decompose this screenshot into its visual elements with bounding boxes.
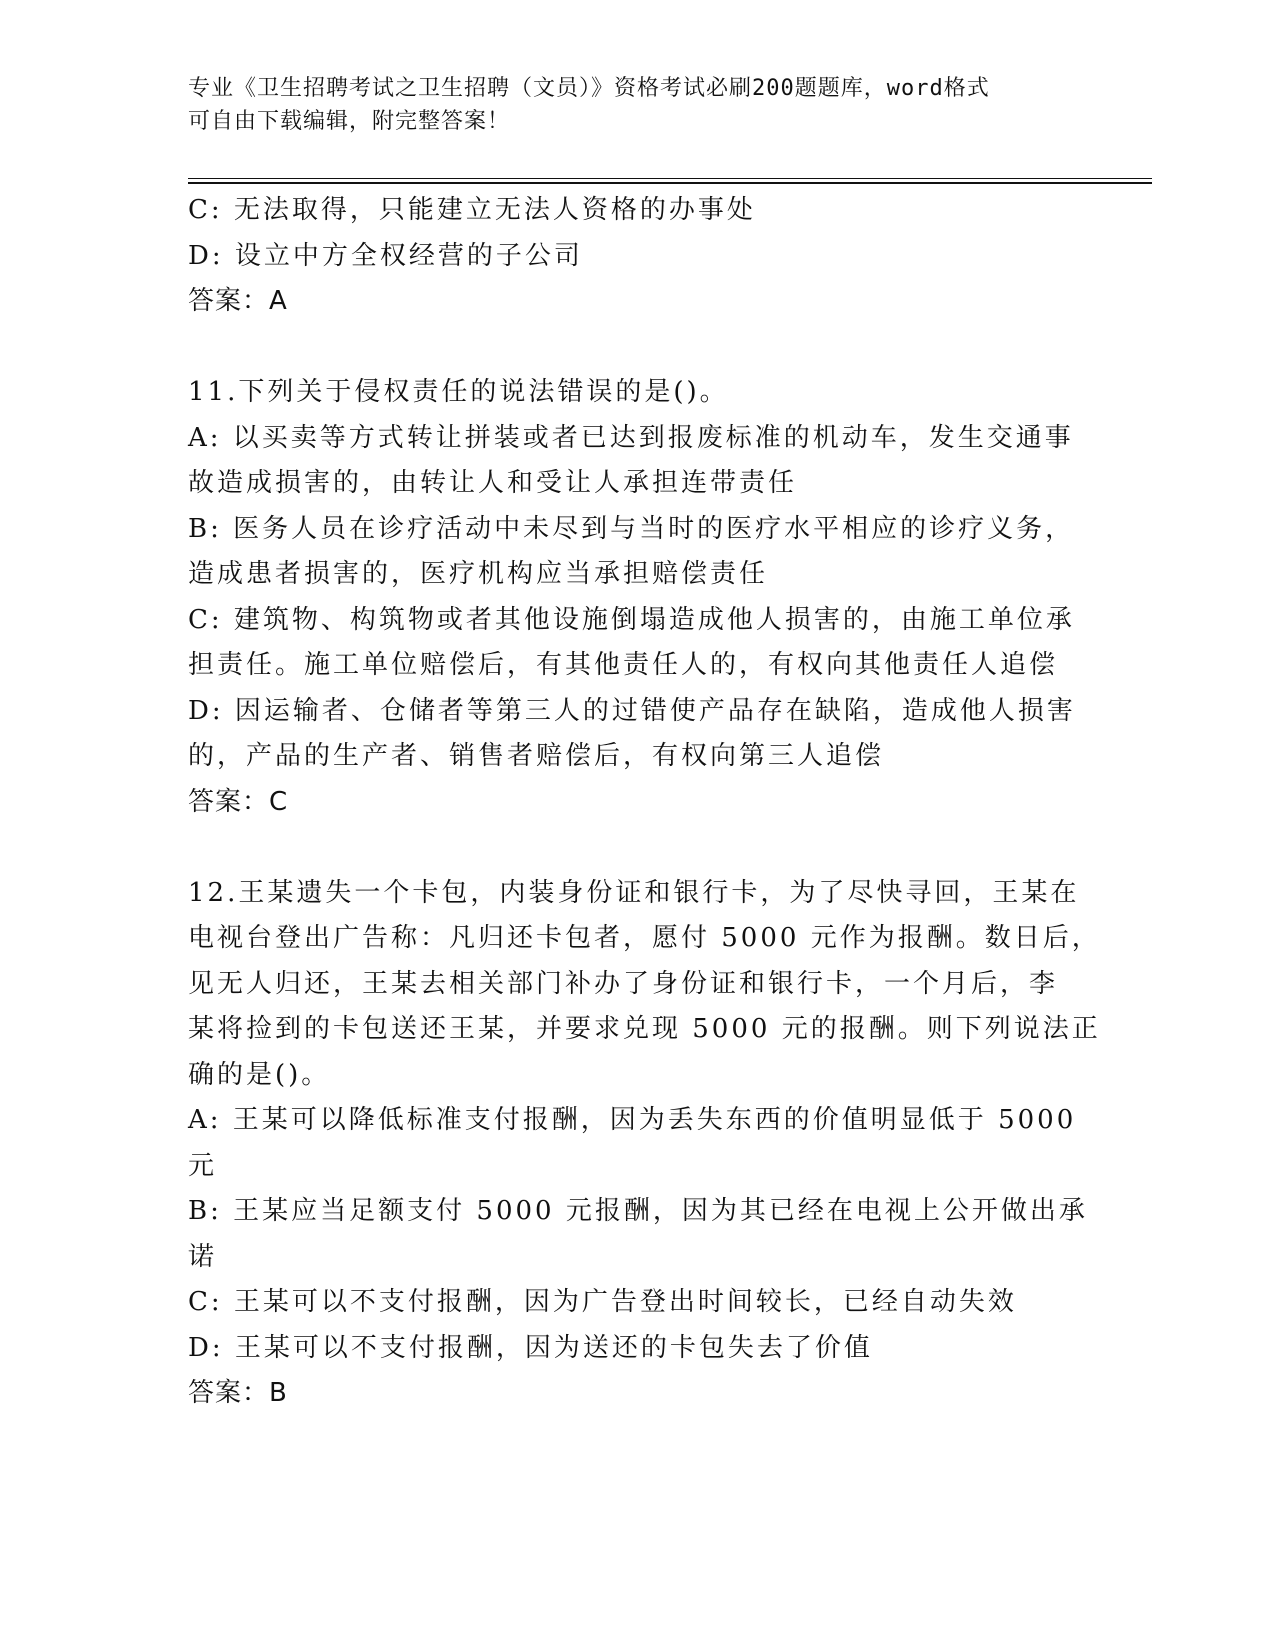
option-c-cont: 担责任。施工单位赔偿后，有其他责任人的，有权向其他责任人追偿	[188, 650, 1059, 680]
answer: 答案：B	[188, 1378, 288, 1408]
option-d-cont: 的，产品的生产者、销售者赔偿后，有权向第三人追偿	[188, 741, 885, 771]
answer: 答案：C	[188, 786, 289, 817]
header-divider-thick	[188, 182, 1152, 184]
header-divider-thin	[188, 178, 1152, 179]
option-a-cont: 元	[188, 1150, 218, 1181]
option-a-cont: 故造成损害的，由转让人和受让人承担连带责任	[188, 468, 798, 498]
option-c: C: 建筑物、构筑物或者其他设施倒塌造成他人损害的，由施工单位承	[188, 604, 1075, 635]
question-text: 12.王某遗失一个卡包，内装身份证和银行卡，为了尽快寻回，王某在	[188, 877, 1080, 908]
question-text-cont: 确的是()。	[188, 1059, 331, 1090]
option-b-cont: 诺	[188, 1241, 218, 1272]
document-body	[188, 188, 1101, 1417]
previous-question-tail	[188, 188, 1078, 325]
option-d: D: 因运输者、仓储者等第三人的过错使产品存在缺陷，造成他人损害	[188, 695, 1076, 726]
answer: 答案：A	[188, 286, 288, 316]
option-b: B: 王某应当足额支付 5000 元报酬，因为其已经在电视上公开做出承	[188, 1196, 1088, 1226]
question-text-cont: 某将捡到的卡包送还王某，并要求兑现 5000 元的报酬。则下列说法正	[188, 1014, 1101, 1044]
option-d: D: 设立中方全权经营的子公司	[188, 240, 583, 271]
option-b: B: 医务人员在诊疗活动中未尽到与当时的医疗水平相应的诊疗义务，	[188, 513, 1075, 544]
option-a: A: 王某可以降低标准支付报酬，因为丢失东西的价值明显低于 5000	[188, 1105, 1077, 1135]
question-12	[188, 871, 1101, 1417]
spacer	[188, 825, 1078, 871]
question-text-cont: 电视台登出广告称：凡归还卡包者，愿付 5000 元作为报酬。数日后，	[188, 923, 1101, 953]
page-header	[188, 72, 1068, 138]
option-c: C: 王某可以不支付报酬，因为广告登出时间较长，已经自动失效	[188, 1287, 1017, 1317]
question-11	[188, 370, 1078, 825]
question-text: 11.下列关于侵权责任的说法错误的是()。	[188, 377, 729, 407]
option-b-cont: 造成患者损害的，医疗机构应当承担赔偿责任	[188, 559, 769, 589]
option-c: C: 无法取得，只能建立无法人资格的办事处	[188, 195, 756, 225]
option-d: D: 王某可以不支付报酬，因为送还的卡包失去了价值	[188, 1332, 873, 1363]
spacer	[188, 325, 1078, 371]
question-text-cont: 见无人归还，王某去相关部门补办了身份证和银行卡，一个月后，李	[188, 968, 1059, 999]
option-a: A: 以买卖等方式转让拼装或者已达到报废标准的机动车，发生交通事	[188, 422, 1074, 453]
header-line-1: 专业《卫生招聘考试之卫生招聘（文员）》资格考试必刷200题题库，word格式	[188, 76, 990, 101]
header-line-2: 可自由下载编辑，附完整答案！	[188, 109, 511, 134]
